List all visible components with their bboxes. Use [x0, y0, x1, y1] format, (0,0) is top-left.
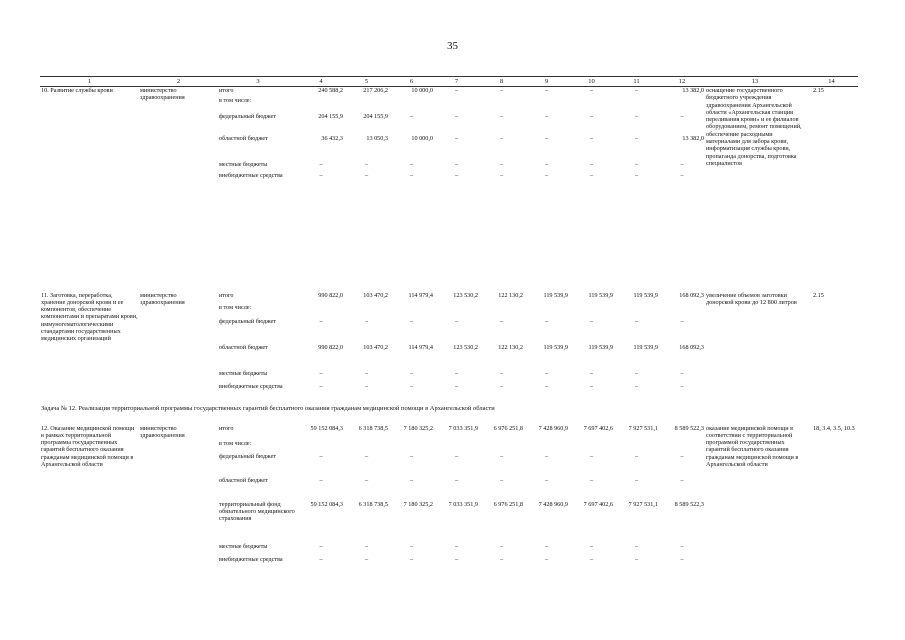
funding-source-label: федеральный бюджет — [219, 112, 276, 120]
amount-cell: – — [319, 476, 323, 484]
amount-cell — [344, 97, 389, 113]
amount-cell — [344, 440, 389, 453]
header-cell: 3 — [218, 77, 298, 87]
amount-cell: – — [479, 87, 524, 97]
funding-source-label: внебюджетные средства — [219, 555, 283, 563]
amount-cell: – — [680, 112, 684, 120]
amount-cell: 119 539,9 — [588, 291, 613, 299]
amount-cell: – — [544, 171, 549, 179]
amount-cell — [389, 440, 434, 453]
amount-cell: – — [634, 134, 639, 142]
amount-cell: – — [544, 555, 549, 563]
amount-cell: 7 180 325,2 — [403, 500, 433, 508]
amount-cell: 990 822,0 — [318, 343, 343, 351]
amount-cell: – — [409, 160, 414, 168]
amount-cell: 119 539,9 — [588, 343, 613, 351]
amount-cell: – — [680, 452, 684, 460]
amount-cell: – — [454, 112, 459, 120]
amount-cell: – — [409, 542, 414, 550]
amount-cell: 6 318 738,5 — [358, 424, 388, 432]
amount-cell: – — [499, 160, 504, 168]
expected-result: увеличение объемов заготовки донорской крови до 12 800 литров — [706, 291, 797, 306]
amount-cell: – — [680, 160, 684, 168]
funding-source-label: итого — [219, 424, 234, 432]
activity-name: 11. Заготовка, переработка, хранение донорской крови и ее компонентов, обеспечение компонентами и препаратами крови, иммуногематологическими стандартами государственных медицинских организаций — [41, 291, 138, 343]
amount-cell: – — [589, 542, 594, 550]
amount-cell: 13 382,0 — [682, 134, 704, 142]
amount-cell: – — [364, 452, 369, 460]
amount-cell: – — [499, 555, 504, 563]
amount-cell: – — [589, 134, 594, 142]
amount-cell: – — [589, 317, 594, 325]
indicator-link: 18, 3.4, 3.5, 10.3 — [813, 424, 855, 432]
activity-name: 10. Развитие службы крови — [40, 87, 139, 292]
amount-cell — [434, 304, 479, 318]
header-cell: 6 — [389, 77, 434, 87]
amount-cell: – — [634, 160, 639, 168]
amount-cell — [659, 97, 705, 113]
amount-cell: 8 589 522,3 — [674, 424, 704, 432]
amount-cell — [524, 304, 569, 318]
table-row — [40, 87, 858, 97]
amount-cell: – — [680, 171, 684, 179]
funding-source-label: внебюджетные средства — [219, 382, 283, 390]
amount-cell: – — [364, 317, 369, 325]
amount-cell: 168 092,3 — [679, 291, 704, 299]
amount-cell: 204 155,9 — [318, 112, 343, 120]
amount-cell: – — [364, 555, 369, 563]
amount-cell: – — [499, 382, 504, 390]
amount-cell: – — [409, 452, 414, 460]
amount-cell — [298, 97, 344, 113]
amount-cell — [659, 304, 705, 318]
header-cell: 7 — [434, 77, 479, 87]
amount-cell: – — [544, 160, 549, 168]
section-row — [40, 405, 858, 425]
funding-source-label: областной бюджет — [219, 343, 268, 351]
amount-cell — [389, 97, 434, 113]
amount-cell — [434, 97, 479, 113]
amount-cell: – — [409, 555, 414, 563]
amount-cell: – — [634, 112, 639, 120]
amount-cell: 240 588,2 — [298, 87, 344, 97]
amount-cell: 119 539,9 — [543, 291, 568, 299]
amount-cell: 10 000,0 — [389, 87, 434, 97]
amount-cell: – — [319, 382, 323, 390]
program-table — [40, 76, 858, 578]
amount-cell: – — [680, 555, 684, 563]
amount-cell: 7 180 325,2 — [403, 424, 433, 432]
amount-cell — [659, 440, 705, 453]
header-cell: 12 — [659, 77, 705, 87]
amount-cell: 6 976 251,8 — [493, 500, 523, 508]
amount-cell: – — [680, 542, 684, 550]
amount-cell — [614, 304, 659, 318]
indicator-link: 2.15 — [813, 291, 824, 299]
amount-cell: – — [499, 476, 504, 484]
header-cell: 11 — [614, 77, 659, 87]
amount-cell — [569, 97, 614, 113]
amount-cell: 13 050,3 — [366, 134, 388, 142]
amount-cell: 122 130,2 — [498, 291, 523, 299]
amount-cell: – — [634, 382, 639, 390]
amount-cell: – — [589, 369, 594, 377]
header-cell: 4 — [298, 77, 344, 87]
amount-cell: – — [499, 134, 504, 142]
amount-cell — [524, 97, 569, 113]
amount-cell: – — [634, 452, 639, 460]
amount-cell: – — [589, 382, 594, 390]
amount-cell: 114 979,4 — [408, 291, 433, 299]
executor: министерство здравоохранения — [140, 424, 185, 439]
funding-source-label: в том числе: — [219, 96, 252, 104]
amount-cell: 119 539,9 — [633, 291, 658, 299]
amount-cell: – — [319, 542, 323, 550]
amount-cell: – — [589, 476, 594, 484]
amount-cell: 217 206,2 — [344, 87, 389, 97]
amount-cell — [389, 304, 434, 318]
funding-source-label: федеральный бюджет — [219, 452, 276, 460]
amount-cell: – — [589, 112, 594, 120]
amount-cell: 119 539,9 — [633, 343, 658, 351]
amount-cell: 114 979,4 — [408, 343, 433, 351]
amount-cell: – — [364, 160, 369, 168]
amount-cell: – — [319, 171, 323, 179]
table-row — [40, 292, 858, 304]
amount-cell: – — [589, 160, 594, 168]
funding-source-label: территориальный фонд обязательного медицинского страхования — [219, 500, 295, 523]
executor: министерство здравоохранения — [139, 87, 218, 292]
amount-cell: – — [319, 555, 323, 563]
amount-cell — [479, 304, 524, 318]
amount-cell: – — [409, 171, 414, 179]
amount-cell — [298, 304, 344, 318]
amount-cell: – — [634, 542, 639, 550]
amount-cell: – — [499, 112, 504, 120]
header-cell: 8 — [479, 77, 524, 87]
amount-cell: – — [319, 160, 323, 168]
amount-cell: – — [454, 476, 459, 484]
page-number: 35 — [447, 40, 458, 52]
amount-cell: – — [544, 382, 549, 390]
funding-source-label: местные бюджеты — [219, 160, 268, 168]
amount-cell: – — [454, 369, 459, 377]
amount-cell — [524, 440, 569, 453]
funding-source-label: в том числе: — [219, 303, 252, 311]
amount-cell: 7 428 960,9 — [538, 500, 568, 508]
amount-cell — [569, 440, 614, 453]
amount-cell: – — [499, 369, 504, 377]
activity-name: 12. Оказание медицинской помощи в рамках территориальной программы государственных гарантий бесплатного оказания гражданам медицинской помощи в Архангельской области — [41, 424, 135, 468]
amount-cell: – — [544, 476, 549, 484]
amount-cell: 103 470,2 — [363, 343, 388, 351]
amount-cell: – — [544, 317, 549, 325]
amount-cell: – — [499, 452, 504, 460]
table-row — [40, 425, 858, 440]
header-cell: 2 — [139, 77, 218, 87]
amount-cell: – — [409, 317, 414, 325]
amount-cell: – — [319, 452, 323, 460]
amount-cell: – — [409, 369, 414, 377]
amount-cell: 7 927 531,1 — [628, 500, 658, 508]
funding-source-label: в том числе: — [219, 439, 252, 447]
amount-cell: 7 697 402,6 — [583, 500, 613, 508]
amount-cell: – — [680, 382, 684, 390]
amount-cell: – — [364, 382, 369, 390]
amount-cell: – — [680, 369, 684, 377]
amount-cell: – — [634, 555, 639, 563]
amount-cell: – — [614, 87, 659, 97]
indicator-link: 2.15 — [805, 87, 858, 292]
amount-cell — [569, 304, 614, 318]
amount-cell: – — [454, 452, 459, 460]
amount-cell: – — [434, 87, 479, 97]
amount-cell: – — [634, 317, 639, 325]
amount-cell: – — [634, 369, 639, 377]
amount-cell: – — [569, 87, 614, 97]
amount-cell: – — [364, 171, 369, 179]
expected-result: оказание медицинской помощи в соответствии с территориальной программой государственных гарантий бесплатного оказания гражданам медицинской помощи в Архангельской области — [706, 424, 799, 468]
amount-cell — [479, 440, 524, 453]
header-cell: 9 — [524, 77, 569, 87]
amount-cell — [614, 97, 659, 113]
header-cell: 1 — [40, 77, 139, 87]
amount-cell: 36 432,3 — [321, 134, 343, 142]
amount-cell: 123 530,2 — [453, 343, 478, 351]
amount-cell: – — [499, 542, 504, 550]
amount-cell: – — [454, 382, 459, 390]
amount-cell: – — [409, 476, 414, 484]
amount-cell: – — [680, 317, 684, 325]
amount-cell: – — [589, 452, 594, 460]
amount-cell: 13 382,0 — [659, 87, 705, 97]
amount-cell: 122 130,2 — [498, 343, 523, 351]
amount-cell: – — [544, 369, 549, 377]
amount-cell: – — [544, 452, 549, 460]
header-cell: 13 — [705, 77, 805, 87]
amount-cell — [614, 440, 659, 453]
amount-cell: – — [544, 542, 549, 550]
header-row — [40, 77, 858, 87]
amount-cell: 6 318 738,5 — [358, 500, 388, 508]
amount-cell: 10 000,0 — [411, 134, 433, 142]
amount-cell: 59 152 084,3 — [310, 424, 343, 432]
amount-cell: 7 033 351,9 — [448, 424, 478, 432]
amount-cell: – — [454, 134, 459, 142]
expected-result: оснащение государственного бюджетного учреждения здравоохранения Архангельской области «Архангельская станция переливания крови» и ее филиалов оборудованием, ремонт помещений, обеспечение расходными материалами для забора крови, информатизация службы крови, пропаганда донорства, подготовка специалистов — [705, 87, 805, 292]
amount-cell: 168 092,3 — [679, 343, 704, 351]
funding-source-label: внебюджетные средства — [219, 171, 283, 179]
amount-cell — [344, 304, 389, 318]
amount-cell: – — [454, 542, 459, 550]
amount-cell: – — [524, 87, 569, 97]
amount-cell: – — [409, 112, 414, 120]
amount-cell: 8 589 522,3 — [674, 500, 704, 508]
funding-source-label: областной бюджет — [219, 476, 268, 484]
amount-cell: 59 152 084,3 — [310, 500, 343, 508]
amount-cell: – — [454, 555, 459, 563]
executor: министерство здравоохранения — [140, 291, 185, 306]
amount-cell — [434, 440, 479, 453]
amount-cell: 990 822,0 — [318, 291, 343, 299]
amount-cell: 123 530,2 — [453, 291, 478, 299]
amount-cell: 7 033 351,9 — [448, 500, 478, 508]
funding-source-label: местные бюджеты — [219, 369, 268, 377]
amount-cell: – — [409, 382, 414, 390]
header-cell: 14 — [805, 77, 858, 87]
amount-cell: 119 539,9 — [543, 343, 568, 351]
funding-source-label: областной бюджет — [219, 134, 268, 142]
header-cell: 5 — [344, 77, 389, 87]
amount-cell: – — [634, 171, 639, 179]
amount-cell: 204 155,9 — [363, 112, 388, 120]
amount-cell: – — [499, 317, 504, 325]
amount-cell — [479, 97, 524, 113]
amount-cell: 7 927 531,1 — [628, 424, 658, 432]
amount-cell: – — [454, 171, 459, 179]
amount-cell: – — [364, 476, 369, 484]
section-title: Задача № 12. Реализация территориальной программы государственных гарантий бесплатного оказания гражданам медицинской помощи в Архангельской области — [41, 404, 495, 412]
funding-source-label: федеральный бюджет — [219, 317, 276, 325]
amount-cell: – — [499, 171, 504, 179]
amount-cell: – — [544, 112, 549, 120]
amount-cell: – — [634, 476, 639, 484]
amount-cell: 7 428 960,9 — [538, 424, 568, 432]
amount-cell: – — [454, 317, 459, 325]
amount-cell: 7 697 402,6 — [583, 424, 613, 432]
amount-cell: – — [454, 160, 459, 168]
amount-cell: – — [319, 317, 323, 325]
amount-cell: – — [319, 369, 323, 377]
amount-cell: – — [364, 369, 369, 377]
amount-cell: 103 470,2 — [363, 291, 388, 299]
amount-cell: 6 976 251,8 — [493, 424, 523, 432]
amount-cell: – — [364, 542, 369, 550]
amount-cell — [298, 440, 344, 453]
amount-cell: – — [680, 476, 684, 484]
amount-cell: – — [544, 134, 549, 142]
amount-cell: – — [589, 171, 594, 179]
header-cell: 10 — [569, 77, 614, 87]
funding-source-label: итого — [218, 87, 298, 97]
funding-source-label: итого — [219, 291, 234, 299]
amount-cell: – — [589, 555, 594, 563]
funding-source-label: местные бюджеты — [219, 542, 268, 550]
